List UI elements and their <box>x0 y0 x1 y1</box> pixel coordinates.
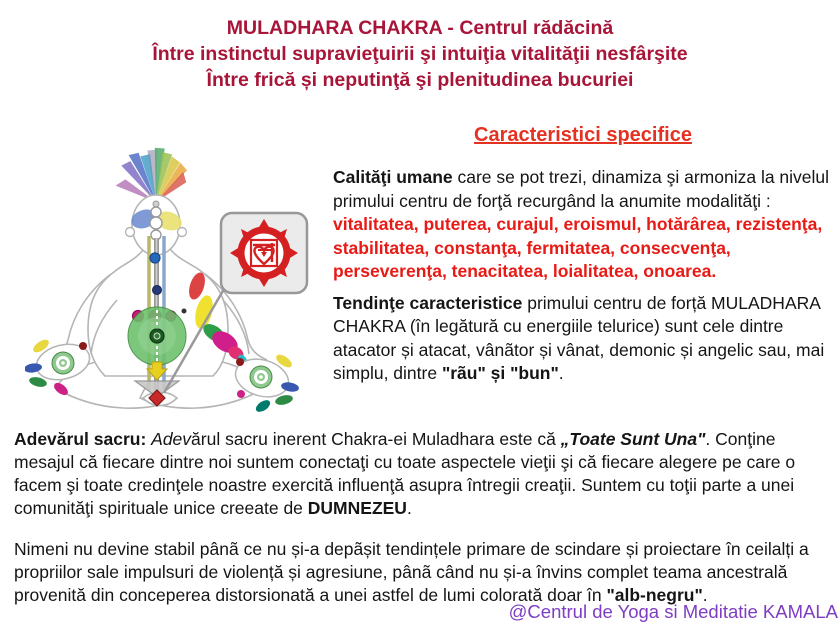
sacred-truth-lead: Adevărul sacru: <box>14 429 152 449</box>
title-line-1: MULADHARA CHAKRA - Centrul rădăcină <box>226 17 614 39</box>
credit-line: @Centrul de Yoga si Meditatie KAMALA <box>508 601 838 622</box>
meditation-figure-illustration <box>25 140 335 422</box>
title-line-2: Între instinctul supravieţuirii şi intuiţia vitalităţii nesfârşite <box>152 43 688 65</box>
sacred-truth-paragraph <box>14 428 832 520</box>
chakra-figure-graphic <box>25 140 335 422</box>
qualities-body: care se pot trezi, dinamiza şi armoniza la nivelul primului centru de forţă recurgând la anumite modalităţi : <box>333 167 830 211</box>
page-title <box>20 15 820 93</box>
sacred-truth-body1: ărul sacru inerent Chakra-ei Muladhara este că <box>191 429 561 449</box>
sacred-truth-body2: . Conţine mesajul că fiecare dintre noi suntem conectaţi cu toate aspectele vieţii şi că fiecare alegere pe care o facem şi toate credinţele noastre exercită influenţă asupra întregii creaţii. Suntem cu toţii parte a unei comunităţi spirituale unice creeate de <box>14 429 796 518</box>
sacred-truth-tail: . <box>406 498 412 518</box>
belly-chakra-circle <box>128 307 186 365</box>
tendencies-strong: "rãu" și "bun" <box>441 363 559 383</box>
muladhara-symbol-callout <box>221 213 307 293</box>
characteristics-column <box>333 166 835 394</box>
sacred-truth-strong: DUMNEZEU <box>307 498 407 518</box>
human-qualities-paragraph <box>333 166 835 284</box>
right-hand <box>231 352 300 414</box>
stability-paragraph <box>14 538 832 607</box>
qualities-list: vitalitatea, puterea, curajul, eroismul, hotărârea, rezistenţa, stabilitatea, constanţa, fermitatea, consecvenţa, perseverenţa, tenacitatea, loialitatea, onoarea. <box>333 214 823 281</box>
qualities-lead: Calităţi umane <box>333 167 453 187</box>
bottom-text-section <box>14 428 832 625</box>
tendencies-lead: Tendinţe caracteristice <box>333 292 523 313</box>
sacred-truth-quote: „Toate Sunt Una" <box>560 429 706 449</box>
section-heading-text: Caracteristici specifice <box>474 124 692 146</box>
stability-strong: "alb-negru" <box>606 585 703 605</box>
title-line-3: Între frică și neputinţă şi plenitudinea bucuriei <box>206 69 634 91</box>
section-heading <box>333 124 833 147</box>
tendencies-tail: . <box>558 363 564 383</box>
tendencies-paragraph <box>333 292 835 386</box>
sacred-truth-italic: Adev <box>151 429 192 449</box>
stability-body: Nimeni nu devine stabil pânã ce nu și-a depãșit tendințele primare de scindare și proiectare în ceilalți a propriilor sale impulsuri de violență și agresiune, pânã când nu și-a învins complet teama ancestrală provenită din conceperea distorsionată a unei astfel de lumi colorată doar în <box>14 539 809 605</box>
stability-tail: . <box>702 585 708 605</box>
tendencies-body: primului centru de forță MULADHARA CHAKRA (în legătură cu energiile telurice) sunt cele dintre atacator și atacat, vânãtor și vânat, demonic și angelic sau, mai simplu, dintre <box>333 292 825 383</box>
